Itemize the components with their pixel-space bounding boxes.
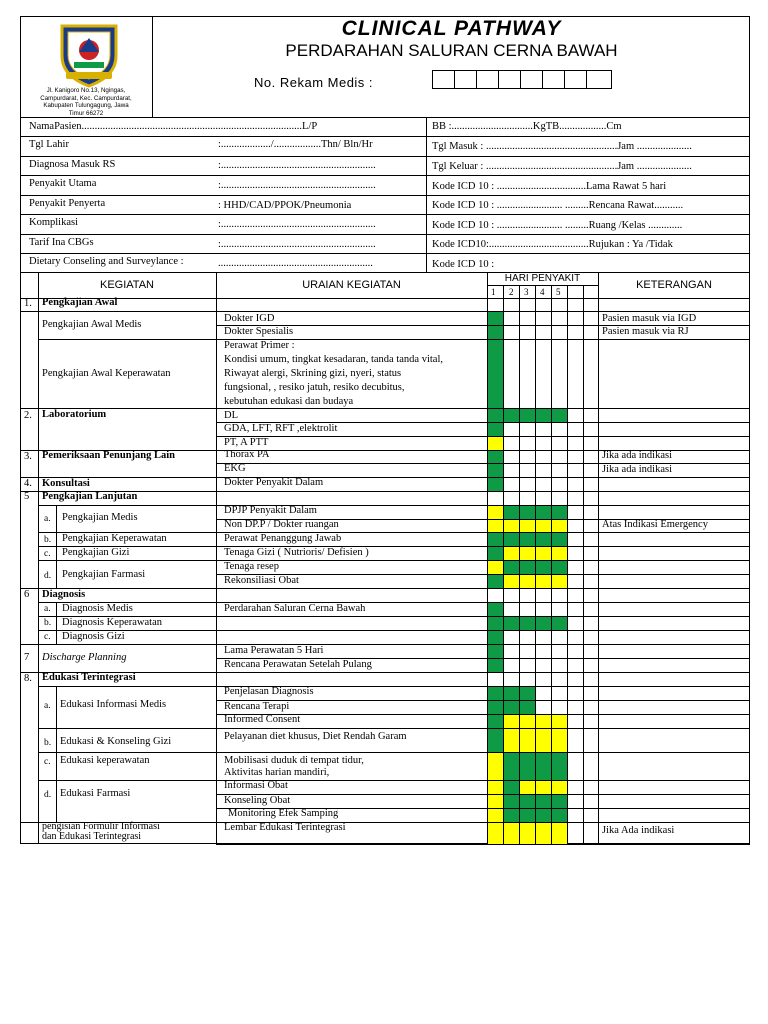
ket-indikasi-2: Jika ada indikasi [602,464,672,475]
header-kegiatan: KEGIATAN [100,279,154,291]
section-4-no: 4. [24,478,32,489]
rekam-medis-label: No. Rekam Medis : [254,75,374,90]
uraian-dokter-spesialis: Dokter Spesialis [224,326,294,337]
komplikasi-field[interactable]: :........................................................... [218,219,376,230]
day-5: 5 [556,287,561,297]
uraian-perawat-2: Riwayat alergi, Skrining gizi, nyeri, status [224,368,402,379]
tgl-masuk-field[interactable]: Tgl Masuk : ..................................................Jam ..................... [432,141,692,152]
penyakit-utama-label: Penyakit Utama [29,178,97,189]
tgl-lahir-field[interactable]: :.................../..................Thn/ Bln/Hr [218,139,373,150]
uraian-perawat-4: kebutuhan edukasi dan budaya [224,396,354,407]
section-8-no: 8. [24,673,32,684]
section-7-no: 7 [24,652,30,663]
pengkajian-farmasi: Pengkajian Farmasi [62,569,146,580]
penyakit-penyerta-label: Penyakit Penyerta [29,198,106,209]
tarif-field[interactable]: :........................................................... [218,239,376,250]
uraian-diagnosis-medis: Perdarahan Saluran Cerna Bawah [224,603,366,614]
letter-6c: c. [44,632,51,642]
section-2-no: 2. [24,410,32,421]
uraian-diet: Pelayanan diet khusus, Diet Rendah Garam [224,731,407,742]
section-3-title: Pemeriksaan Penunjang Lain [42,450,176,461]
letter-8c: c. [44,757,51,767]
section-6-no: 6 [24,589,30,600]
tarif-label: Tarif Ina CBGs [29,237,94,248]
diagnosa-masuk-label: Diagnosa Masuk RS [29,159,116,170]
uraian-non-dpjp: Non DP.P / Dokter ruangan [224,519,339,530]
edukasi-informasi-medis: Edukasi Informasi Medis [60,699,167,710]
uraian-rekonsiliasi: Rekonsiliasi Obat [224,575,299,586]
icd-last[interactable]: Kode ICD 10 : [432,259,495,270]
dietary-label: Dietary Conseling and Surveylance : [29,256,184,267]
day-4: 4 [540,287,545,297]
nama-pasien-field[interactable]: NamaPasien....................................................................................L/P [29,121,318,132]
uraian-konseling-obat: Konseling Obat [224,795,291,806]
section-5-title: Pengkajian Lanjutan [42,491,138,502]
section-3-no: 3. [24,451,32,462]
uraian-dpjp: DPJP Penyakit Dalam [224,505,317,516]
letter-8d: d. [44,790,52,800]
uraian-tenaga-resep: Tenaga resep [224,561,279,572]
komplikasi-label: Komplikasi [29,217,78,228]
penyakit-penyerta-field[interactable]: : HHD/CAD/PPOK/Pneumonia [218,200,352,211]
uraian-mobilisasi-0: Mobilisasi duduk di tempat tidur, [224,755,364,766]
tgl-lahir-label: Tgl Lahir [29,139,69,150]
uraian-perawat-1: Kondisi umum, tingkat kesadaran, tanda tanda vital, [224,354,443,365]
day-2: 2 [509,287,514,297]
uraian-lama-rawat: Lama Perawatan 5 Hari [224,645,324,656]
section-8-title: Edukasi Terintegrasi [42,672,136,683]
header-uraian: URAIAN KEGIATAN [302,279,401,291]
letter-8a: a. [44,701,51,711]
section-1-title: Pengkajian Awal [42,297,118,308]
uraian-pt: PT, A PTT [224,437,269,448]
edukasi-konseling-gizi: Edukasi & Konseling Gizi [60,736,172,747]
diagnosa-masuk-field[interactable]: :........................................................... [218,160,376,171]
uraian-rencana-pulang: Rencana Perawatan Setelah Pulang [224,659,372,670]
letter-5d: d. [44,571,52,581]
letter-6a: a. [44,604,51,614]
edukasi-farmasi: Edukasi Farmasi [60,788,131,799]
penyakit-utama-field[interactable]: :........................................................... [218,180,376,191]
ket-igd: Pasien masuk via IGD [602,313,697,324]
diagnosis-keperawatan: Diagnosis Keperawatan [62,617,163,628]
ket-emergency: Atas Indikasi Emergency [602,519,708,530]
page-subtitle: PERDARAHAN SALURAN CERNA BAWAH [285,41,618,60]
section-7-title: Discharge Planning [42,652,127,663]
header-hari-penyakit: HARI PENYAKIT [504,273,581,284]
uraian-perawat-3: fungsional, , resiko jatuh, resiko decubitus, [224,382,405,393]
pengkajian-keperawatan: Pengkajian Keperawatan [62,533,167,544]
uraian-rencana-terapi: Rencana Terapi [224,701,290,712]
icd-rujukan[interactable]: Kode ICD10:......................................Rujukan : Ya /Tidak [432,239,673,250]
pengkajian-awal-keperawatan: Pengkajian Awal Keperawatan [42,368,171,379]
uraian-informed: Informed Consent [224,714,301,725]
uraian-informasi-obat: Informasi Obat [224,780,288,791]
uraian-dokter-igd: Dokter IGD [224,313,275,324]
uraian-dl: DL [224,410,238,421]
header-keterangan: KETERANGAN [636,279,712,291]
letter-5c: c. [44,549,51,559]
letter-6b: b. [44,618,52,628]
day-3: 3 [524,287,529,297]
section-6-title: Diagnosis [42,589,86,600]
section-4-title: Konsultasi [42,478,90,489]
pengkajian-awal-medis: Pengkajian Awal Medis [42,319,142,330]
ket-rj: Pasien masuk via RJ [602,326,689,337]
section-5-no: 5 [24,491,30,502]
edukasi-form-0: pengisian Formulir Informasi [42,821,160,832]
uraian-perawat-pj: Perawat Penanggung Jawab [224,533,342,544]
diagnosis-medis: Diagnosis Medis [62,603,133,614]
uraian-gda: GDA, LFT, RFT ,elektrolit [224,423,338,434]
diagnosis-gizi: Diagnosis Gizi [62,631,125,642]
dietary-field[interactable]: ........................................................... [218,258,373,269]
hospital-address: Jl. Kanigoro No.13, Ngingas, Campurdarat, Kec. Campurdarat, Kabupaten Tulungagung, Jawa Timur 66272 [40,87,132,117]
icd-lama-rawat[interactable]: Kode ICD 10 : ..................................Lama Rawat 5 hari [432,181,667,192]
hospital-logo [58,22,120,88]
section-2-title: Laboratorium [42,409,107,420]
icd-ruang-kelas[interactable]: Kode ICD 10 : ......................... .........Ruang /Kelas ............. [432,220,683,231]
section-1-no: 1. [24,298,32,309]
pengkajian-gizi: Pengkajian Gizi [62,547,130,558]
uraian-monitoring: Monitoring Efek Samping [228,808,339,819]
uraian-dokter-pd: Dokter Penyakit Dalam [224,477,324,488]
letter-5b: b. [44,535,52,545]
letter-8b: b. [44,738,52,748]
letter-5a: a. [44,514,51,524]
bb-field[interactable]: BB :...............................KgTB..................Cm [432,121,622,132]
uraian-perawat-0: Perawat Primer : [224,340,295,351]
uraian-ekg: EKG [224,463,246,474]
ket-ada-indikasi: Jika Ada indikasi [602,825,675,836]
uraian-lembar: Lembar Edukasi Terintegrasi [224,822,346,833]
day-1: 1 [491,287,496,297]
uraian-mobilisasi-1: Aktivitas harian mandiri, [224,767,330,778]
uraian-penjelasan: Penjelasan Diagnosis [224,686,314,697]
uraian-thorax: Thorax PA [224,449,270,460]
ket-indikasi-1: Jika ada indikasi [602,450,672,461]
edukasi-keperawatan: Edukasi keperawatan [60,755,150,766]
uraian-tenaga-gizi: Tenaga Gizi ( Nutrioris/ Defisien ) [224,547,369,558]
icd-rencana-rawat[interactable]: Kode ICD 10 : ......................... .........Rencana Rawat........... [432,200,684,211]
tgl-keluar-field[interactable]: Tgl Keluar : ..................................................Jam ..................... [432,161,692,172]
edukasi-form-1: dan Edukasi Terintegrasi [42,831,142,842]
pengkajian-medis: Pengkajian Medis [62,512,138,523]
page-title: CLINICAL PATHWAY [341,17,562,40]
